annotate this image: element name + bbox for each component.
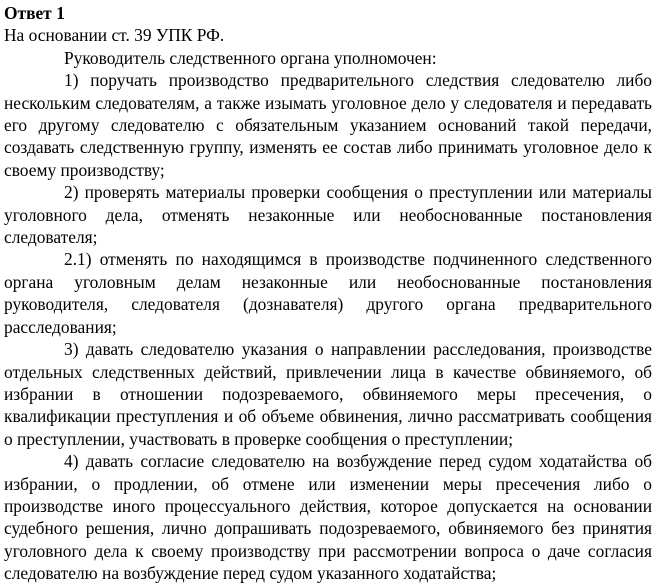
answer-heading: Ответ 1 [4, 3, 65, 23]
list-item: 2.1) отменять по находящимся в производстве подчиненного следственного органа уголовным делам незаконные или необоснованные постановления руководителя, следователя (дознавателя) другого органа предварительного расследования; [4, 249, 652, 337]
legal-basis: На основании ст. 39 УПК РФ. [4, 25, 225, 46]
list-item: 1) поручать производство предварительного следствия следователю либо нескольким следователям, а также изымать уголовное дело у следователя и передавать его другому следователю с обязательным указанием оснований такой передачи, создавать следственную группу, изменять ее состав либо принимать уголовное дело к своему производству; [4, 70, 652, 180]
intro-paragraph: Руководитель следственного органа уполномочен: [64, 47, 437, 68]
list-item: 3) давать следователю указания о направлении расследования, производстве отдельных следственных действий, привлечении лица в качестве обвиняемого, об избрании в отношении подозреваемого, обвиняемого меры пресечения, о квалификации преступления и об объеме обвинения, лично рассматривать сообщения о преступлении, участвовать в проверке сообщения о преступлении; [4, 339, 652, 449]
list-item: 4) давать согласие следователю на возбуждение перед судом ходатайства об избрании, о продлении, об отмене или изменении меры пресечения либо о производстве иного процессуального действия, которое допускается на основании судебного решения, лично допрашивать подозреваемого, обвиняемого без принятия уголовного дела к своему производству при рассмотрении вопроса о даче согласия следователю на возбуждение перед судом указанного ходатайства; [4, 451, 652, 584]
list-item: 2) проверять материалы проверки сообщения о преступлении или материалы уголовного дела, отменять незаконные или необоснованные постановления следователя; [4, 182, 652, 248]
